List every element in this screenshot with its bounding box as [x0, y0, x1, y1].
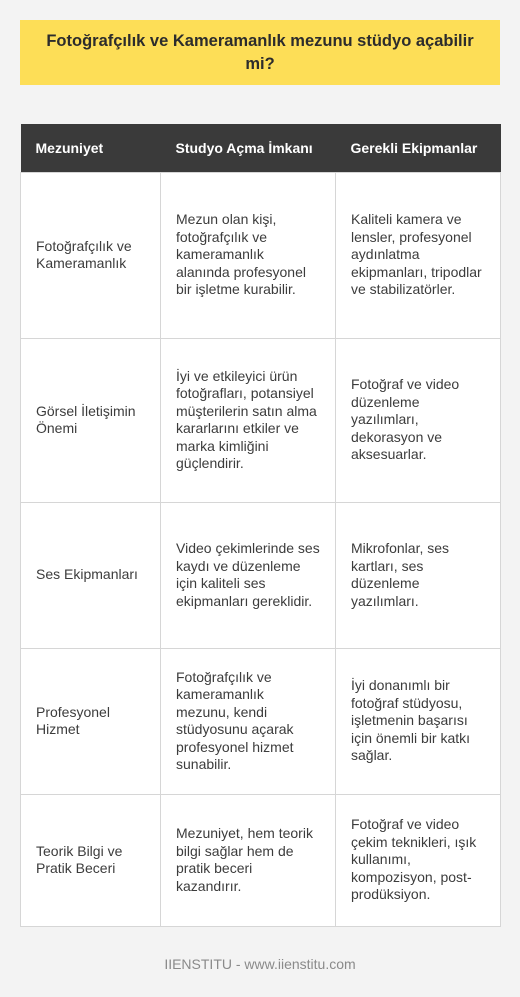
cell-mezuniyet: Görsel İletişimin Önemi [21, 338, 161, 502]
footer-text: IIENSTITU - www.iienstitu.com [164, 956, 356, 972]
cell-studyo-acma-imkani: Video çekimlerinde ses kaydı ve düzenleme için kaliteli ses ekipmanları gereklidir. [161, 502, 336, 648]
cell-studyo-acma-imkani: İyi ve etkileyici ürün fotoğrafları, potansiyel müşterilerin satın alma kararlarını etkiler ve marka kimliğini güçlendirir. [161, 338, 336, 502]
header-gerekli-ekipmanlar: Gerekli Ekipmanlar [336, 124, 501, 172]
table-row [21, 172, 501, 338]
table-row [21, 502, 501, 648]
table-row [21, 794, 501, 926]
page-title-text: Fotoğrafçılık ve Kameramanlık mezunu stüdyo açabilir mi? [46, 31, 474, 73]
info-table [20, 124, 501, 927]
table-header-row [21, 124, 501, 172]
table-row [21, 648, 501, 794]
cell-gerekli-ekipmanlar: Fotoğraf ve video düzenleme yazılımları, dekorasyon ve aksesuarlar. [336, 338, 501, 502]
cell-studyo-acma-imkani: Fotoğrafçılık ve kameramanlık mezunu, kendi stüdyosunu açarak profesyonel hizmet sunabilir. [161, 648, 336, 794]
cell-gerekli-ekipmanlar: Mikrofonlar, ses kartları, ses düzenleme yazılımları. [336, 502, 501, 648]
cell-mezuniyet: Ses Ekipmanları [21, 502, 161, 648]
cell-studyo-acma-imkani: Mezuniyet, hem teorik bilgi sağlar hem de pratik beceri kazandırır. [161, 794, 336, 926]
header-studyo-acma-imkani: Studyo Açma İmkanı [161, 124, 336, 172]
table-row [21, 338, 501, 502]
cell-studyo-acma-imkani: Mezun olan kişi, fotoğrafçılık ve kameramanlık alanında profesyonel bir işletme kurabilir. [161, 172, 336, 338]
cell-mezuniyet: Fotoğrafçılık ve Kameramanlık [21, 172, 161, 338]
cell-gerekli-ekipmanlar: Fotoğraf ve video çekim teknikleri, ışık kullanımı, kompozisyon, post-prodüksiyon. [336, 794, 501, 926]
cell-mezuniyet: Teorik Bilgi ve Pratik Beceri [21, 794, 161, 926]
header-mezuniyet: Mezuniyet [21, 124, 161, 172]
cell-mezuniyet: Profesyonel Hizmet [21, 648, 161, 794]
page-title [20, 20, 500, 85]
cell-gerekli-ekipmanlar: Kaliteli kamera ve lensler, profesyonel aydınlatma ekipmanları, tripodlar ve stabilizatörler. [336, 172, 501, 338]
cell-gerekli-ekipmanlar: İyi donanımlı bir fotoğraf stüdyosu, işletmenin başarısı için önemli bir katkı sağlar. [336, 648, 501, 794]
